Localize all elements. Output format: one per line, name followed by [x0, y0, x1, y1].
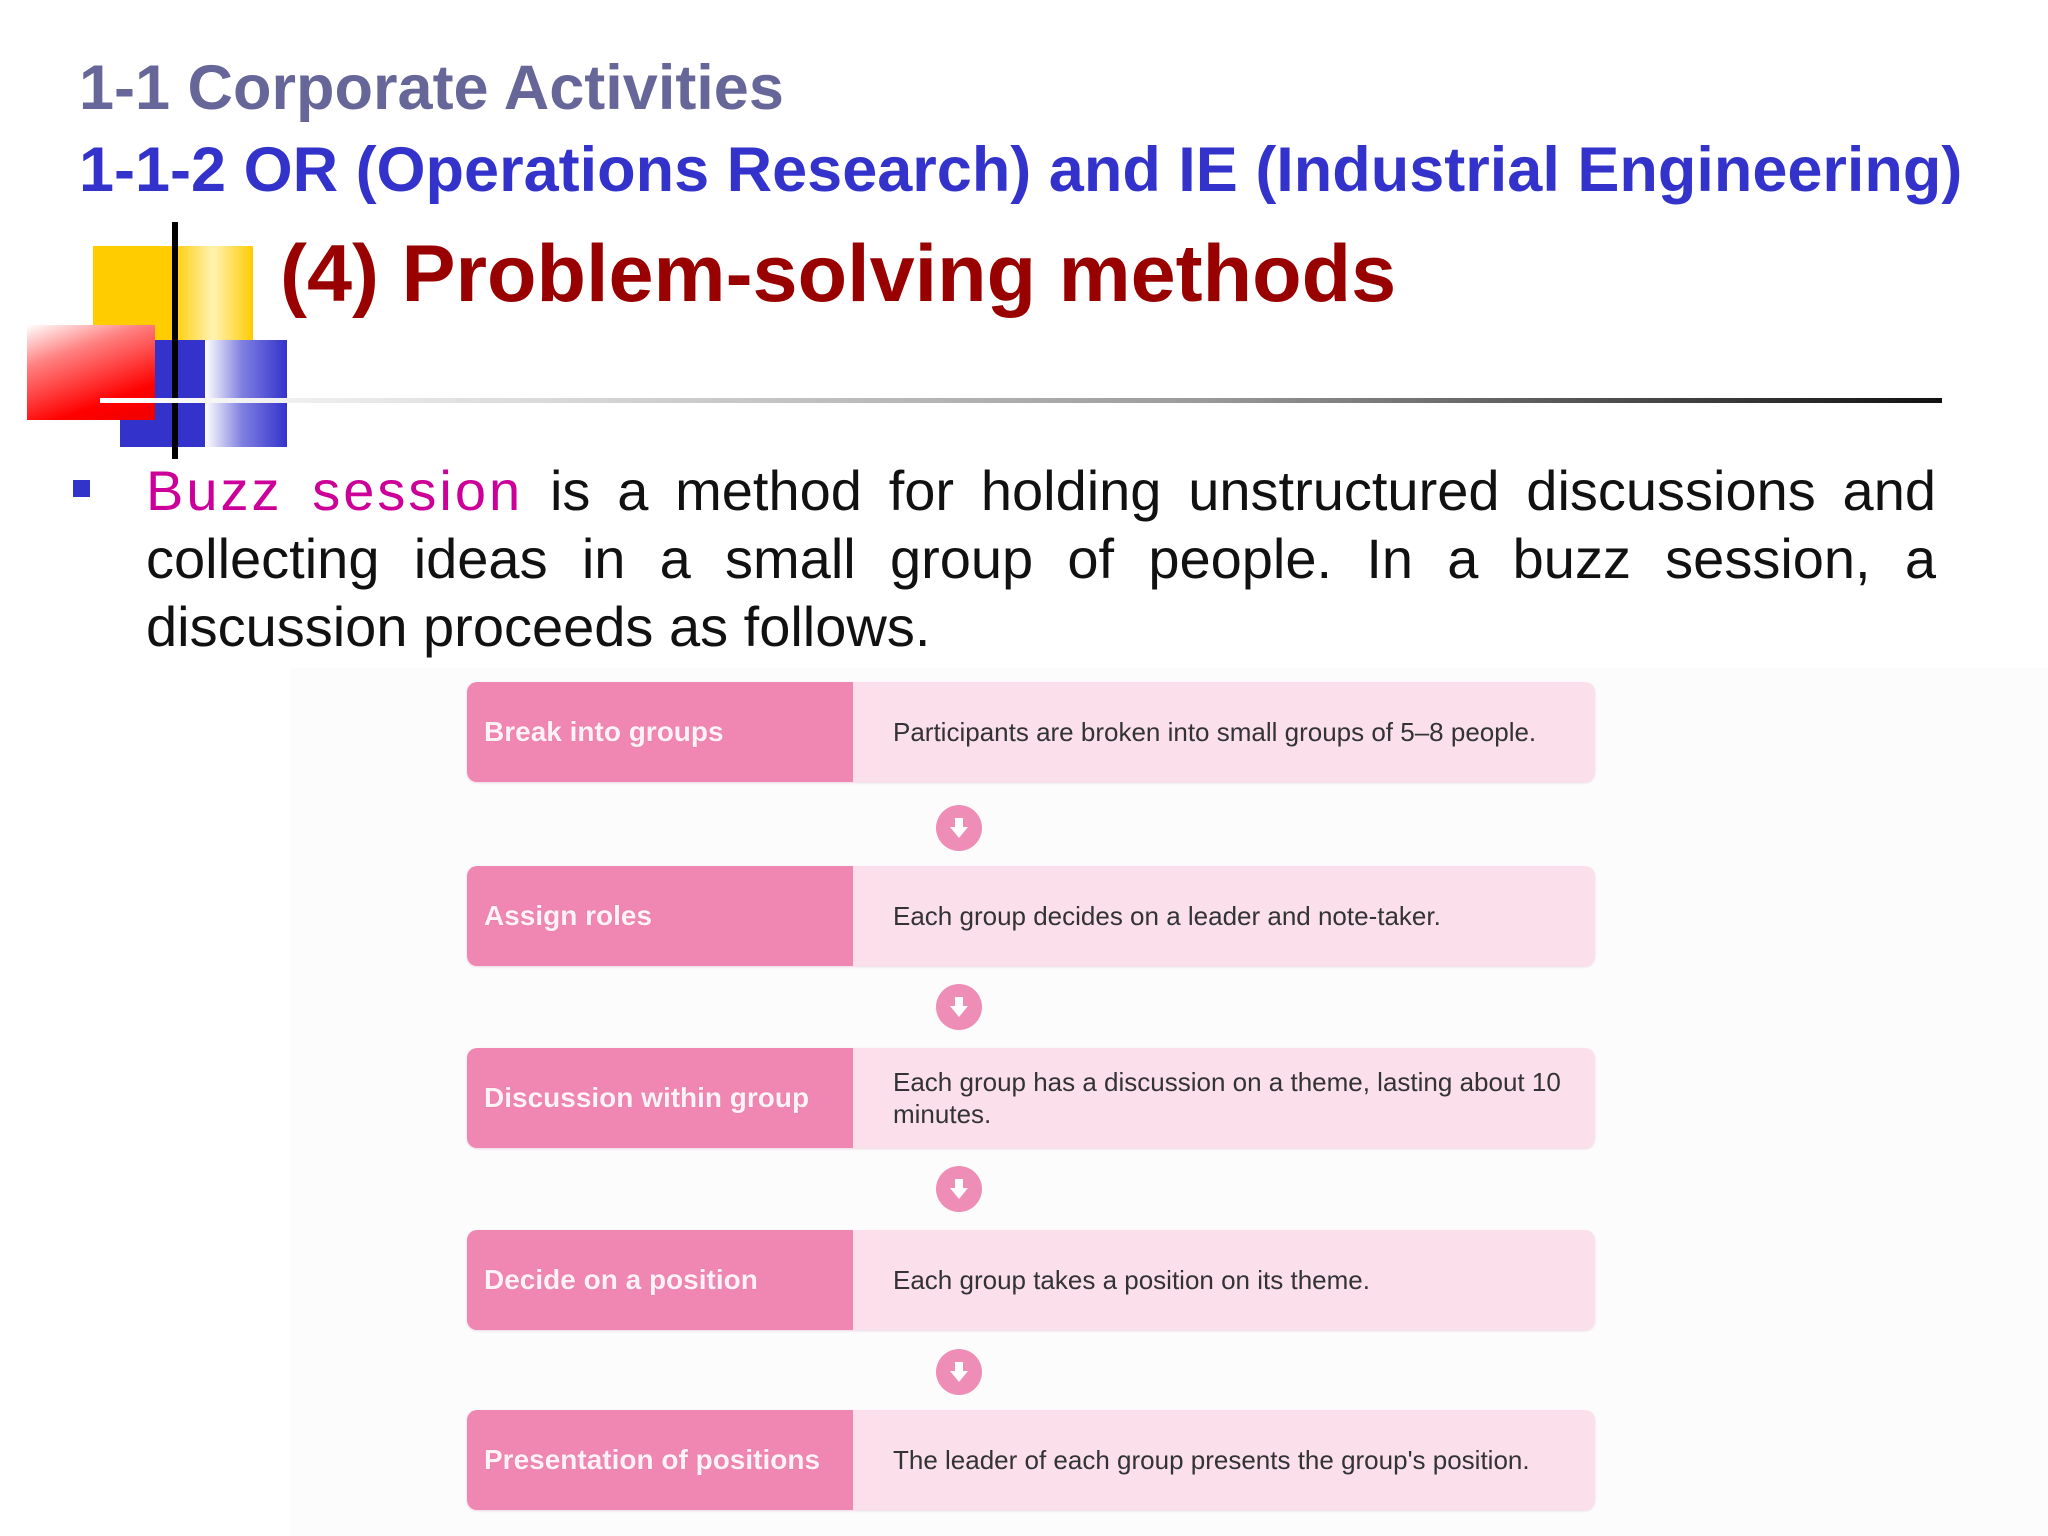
- step-label: Discussion within group: [467, 1048, 853, 1148]
- topic-title: (4) Problem-solving methods: [280, 229, 1397, 319]
- step-description: The leader of each group presents the group's position.: [853, 1410, 1595, 1510]
- down-arrow-circle-icon: [936, 1166, 982, 1212]
- flow-step-4: [467, 1230, 1595, 1330]
- flow-step-5: [467, 1410, 1595, 1510]
- decor-vertical-line: [172, 222, 178, 459]
- step-label: Decide on a position: [467, 1230, 853, 1330]
- section-title: 1-1 Corporate Activities: [79, 53, 784, 123]
- step-description: Each group decides on a leader and note-taker.: [853, 866, 1595, 966]
- down-arrow-circle-icon: [936, 805, 982, 851]
- step-description: Participants are broken into small groups of 5–8 people.: [853, 682, 1595, 782]
- step-label: Assign roles: [467, 866, 853, 966]
- step-description: Each group takes a position on its theme.: [853, 1230, 1595, 1330]
- decor-blue-gradient-square: [205, 340, 287, 447]
- decor-red-square: [27, 325, 155, 420]
- step-description: Each group has a discussion on a theme, lasting about 10 minutes.: [853, 1048, 1595, 1148]
- flow-step-2: [467, 866, 1595, 966]
- step-label: Presentation of positions: [467, 1410, 853, 1510]
- flow-step-1: [467, 682, 1595, 782]
- subsection-title: 1-1-2 OR (Operations Research) and IE (Industrial Engineering): [79, 135, 1963, 205]
- bullet-marker-icon: [73, 480, 90, 497]
- key-term: Buzz session: [146, 459, 524, 522]
- paragraph-text: is a method for holding unstructured discussions and collecting ideas in a small group of people. In a buzz session, a discussion proceeds as follows.: [146, 459, 1936, 658]
- down-arrow-circle-icon: [936, 984, 982, 1030]
- flow-step-3: [467, 1048, 1595, 1148]
- step-label: Break into groups: [467, 682, 853, 782]
- down-arrow-circle-icon: [936, 1349, 982, 1395]
- body-paragraph: [146, 457, 1936, 661]
- title-underline-divider: [100, 398, 1942, 403]
